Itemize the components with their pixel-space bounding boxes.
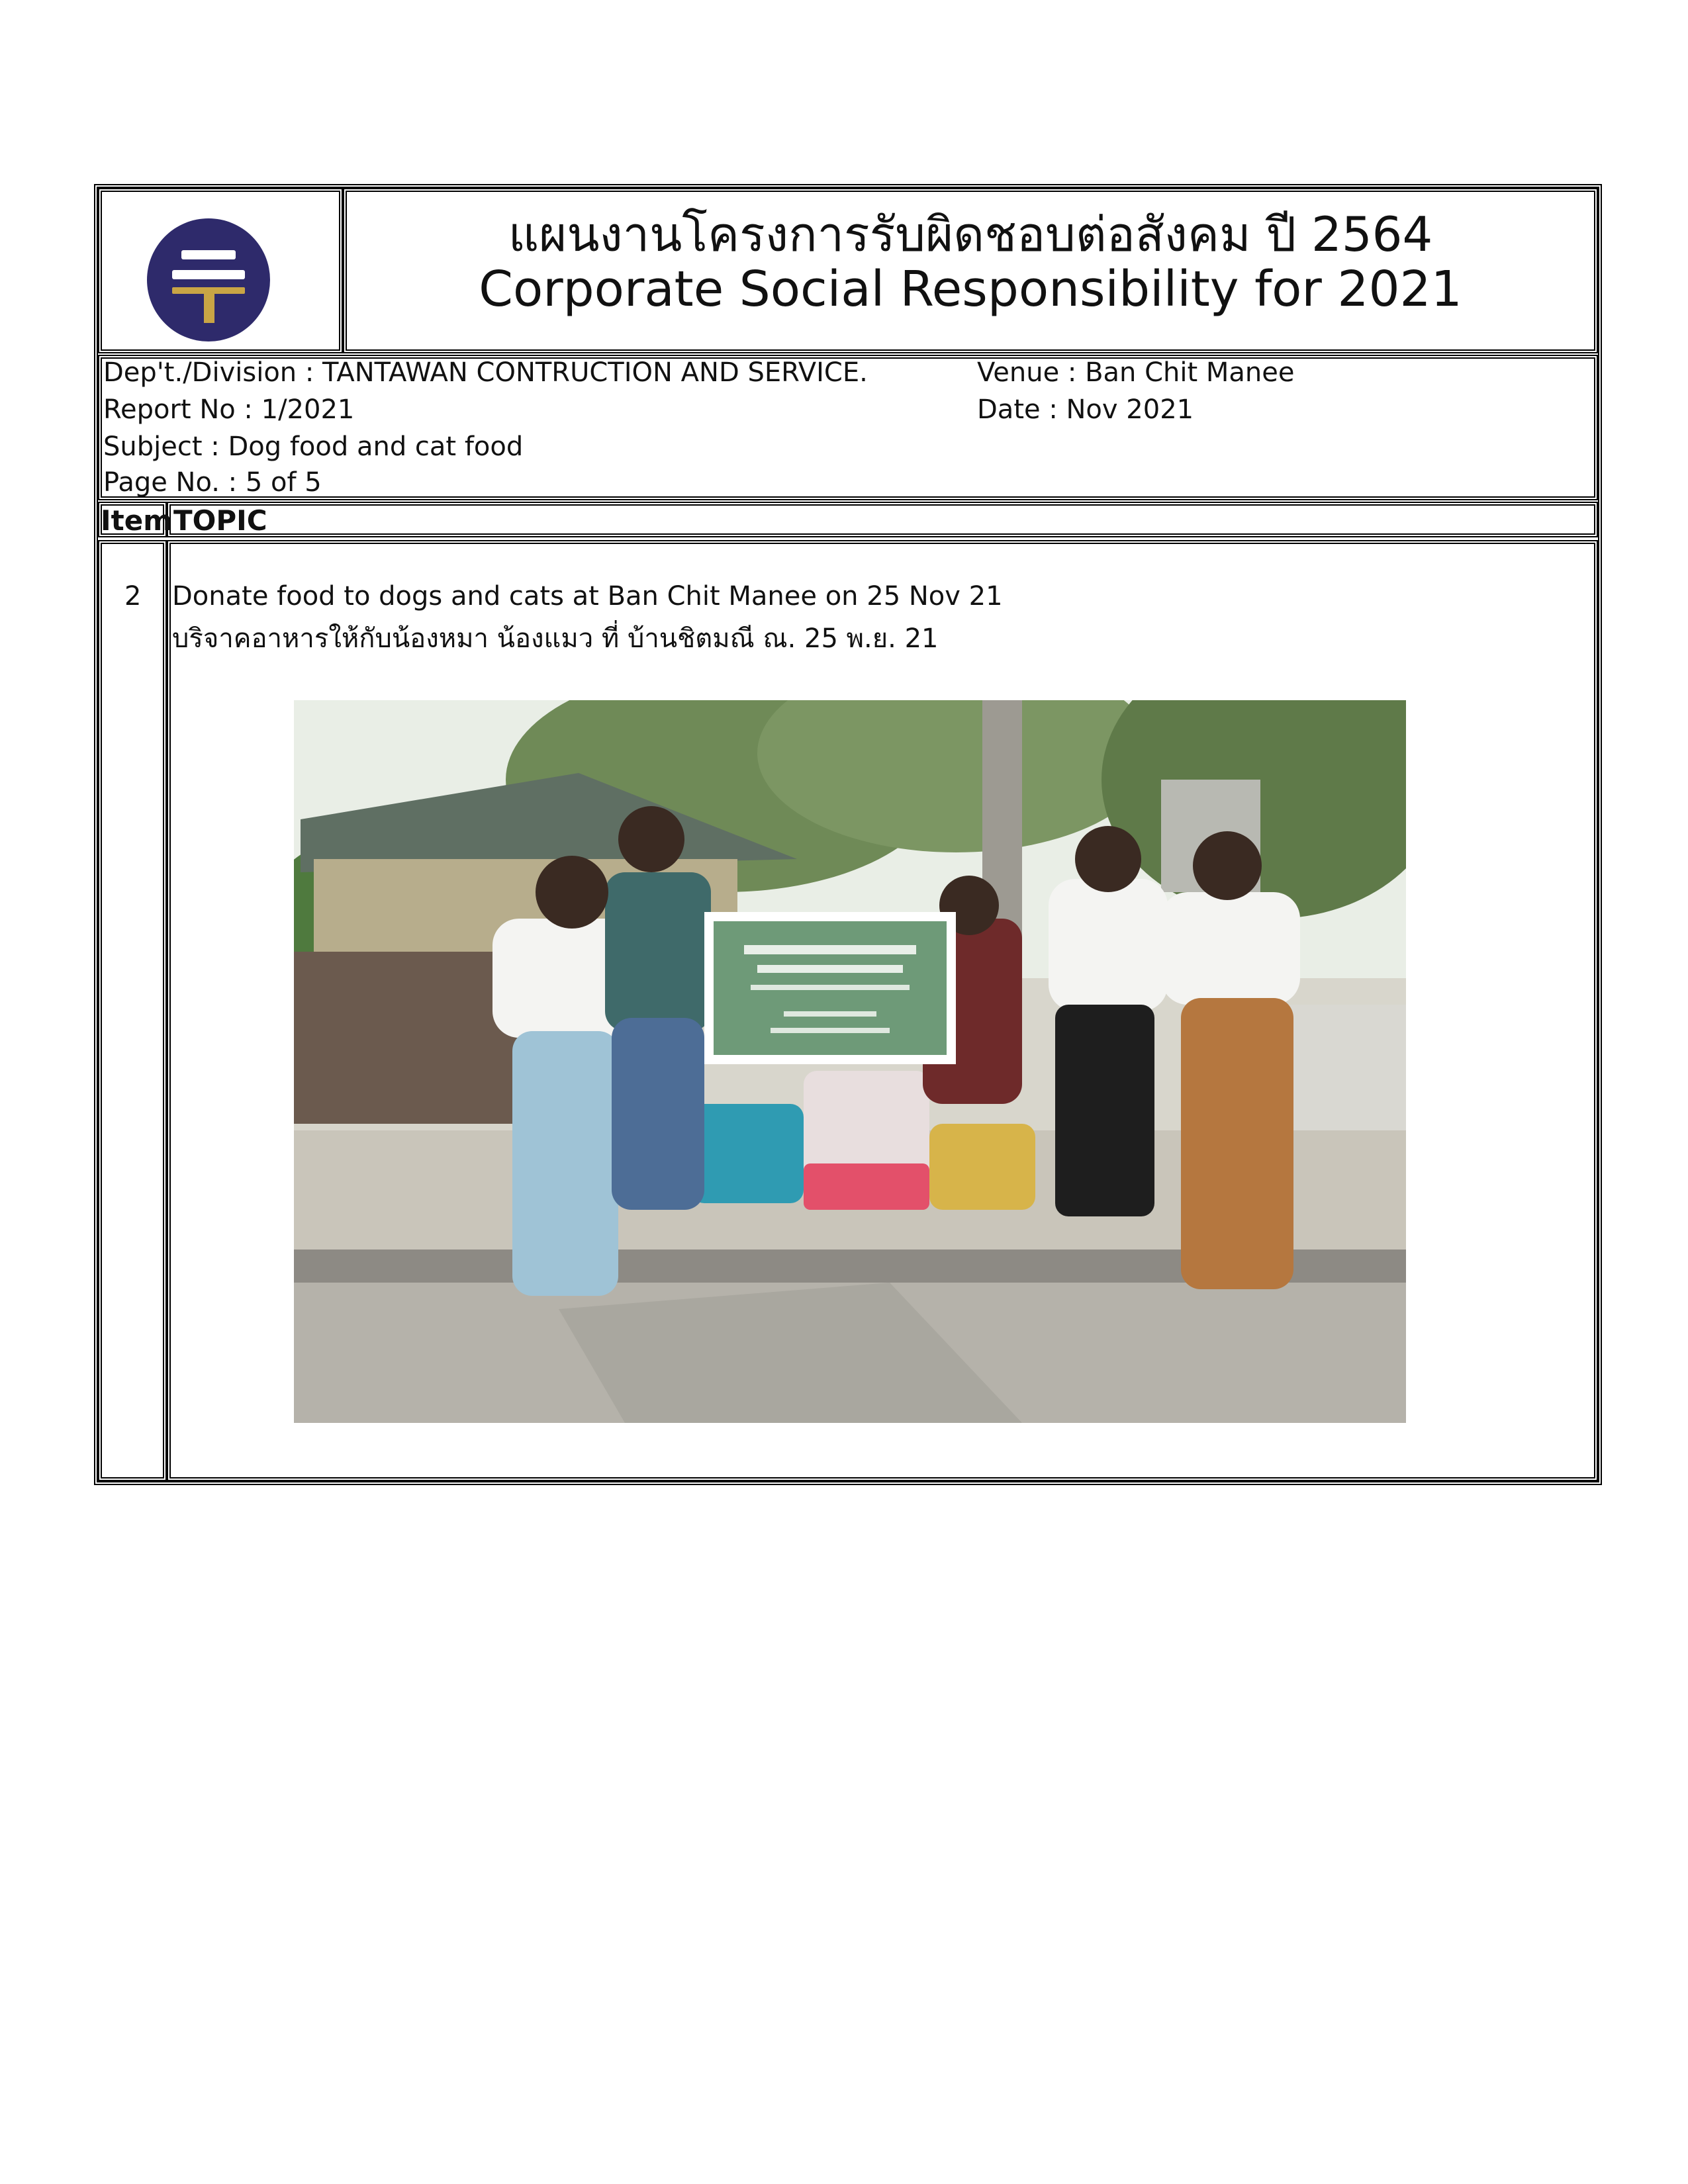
date: Date : Nov 2021 — [977, 394, 1194, 425]
donation-photo — [294, 700, 1406, 1423]
subject: Subject : Dog food and cat food — [103, 432, 524, 462]
item-number: 2 — [124, 581, 142, 612]
title-english: Corporate Social Responsibility for 2021 — [479, 261, 1462, 318]
topic-line-english: Donate food to dogs and cats at Ban Chit Manee on 25 Nov 21 — [172, 581, 1003, 612]
item-header: Item — [101, 504, 172, 537]
title-thai: แผนงานโครงการรับผิดชอบต่อสังคม ปี 2564 — [508, 206, 1433, 262]
header-topic-cell — [167, 502, 1598, 537]
venue: Venue : Ban Chit Manee — [977, 357, 1295, 388]
page-number: Page No. : 5 of 5 — [103, 467, 322, 498]
report-number: Report No : 1/2021 — [103, 394, 355, 425]
company-logo-icon — [147, 218, 270, 341]
topic-line-thai: บริจาคอาหารให้กับน้องหมา น้องแมว ที่ บ้านชิตมณี ณ. 25 พ.ย. 21 — [172, 623, 939, 654]
item-column — [98, 540, 167, 1481]
department: Dep't./Division : TANTAWAN CONTRUCTION AND SERVICE. — [103, 357, 868, 388]
topic-header: TOPIC — [173, 504, 267, 537]
